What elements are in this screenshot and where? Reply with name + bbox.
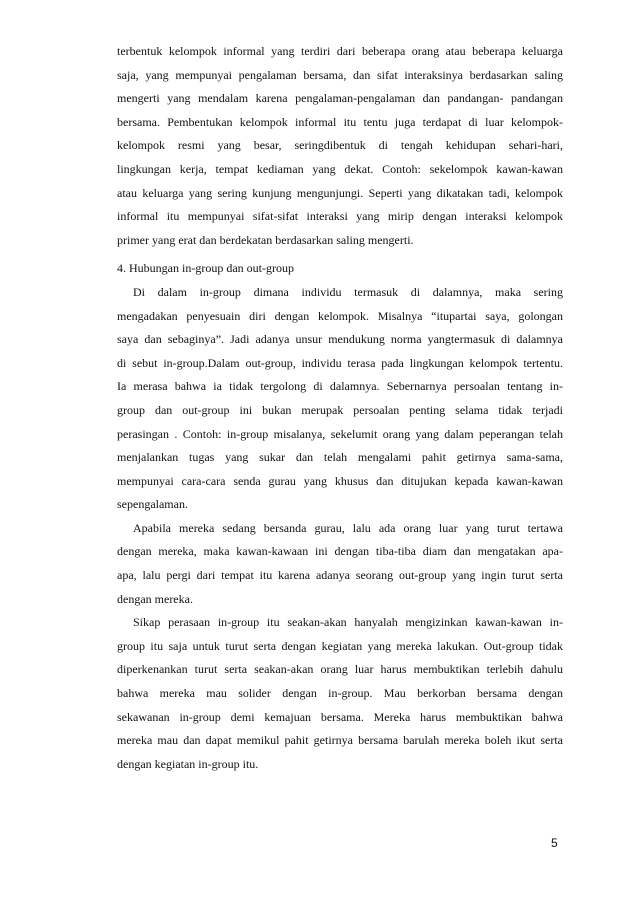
text-line: menjalankan tugas yang sukar dan telah mengalami pahit getirnya sama-sama,	[117, 450, 563, 465]
text-line: mempunyai cara-cara senda gurau yang khusus dan ditujukan kepada kawan-kawan	[117, 473, 563, 488]
text-line: primer yang erat dan berdekatan berdasarkan saling mengerti.	[117, 232, 414, 247]
text-line: mereka mau dan dapat memikul pahit getirnya bersama barulah mereka boleh ikut serta	[117, 733, 563, 748]
text-line: dengan kegiatan in-group itu.	[117, 756, 259, 771]
text-line: bersama. Pembentukan kelompok informal itu tentu juga terdapat di luar kelompok-	[117, 114, 563, 129]
text-line: terbentuk kelompok informal yang terdiri dari beberapa orang atau beberapa keluarga	[117, 44, 563, 58]
text-line: lingkungan kerja, tempat kediaman yang dekat. Contoh: sekelompok kawan-kawan	[117, 161, 563, 176]
text-line: group itu saja untuk turut serta dengan kegiatan yang mereka lakukan. Out-group tidak	[117, 638, 563, 653]
text-line: Di dalam in-group dimana individu termasuk di dalamnya, maka sering	[133, 284, 563, 299]
text-line: group dan out-group ini bukan merupak persoalan penting selama tidak terjadi	[117, 402, 563, 417]
text-line: saja, yang mempunyai pengalaman bersama, dan sifat interaksinya berdasarkan saling	[117, 67, 563, 82]
section-heading: 4. Hubungan in-group dan out-group	[117, 261, 294, 276]
text-line: di sebut in-group.Dalam out-group, individu terasa pada lingkungan kelompok tertentu.	[117, 355, 563, 370]
text-line: bahwa mereka mau solider dengan in-group. Mau berkorban bersama dengan	[117, 686, 563, 701]
text-line: apa, lalu pergi dari tempat itu karena adanya seorang out-group yang ingin turut serta	[117, 568, 563, 583]
text-line: dengan mereka.	[117, 591, 193, 606]
text-line: diperkenankan turut serta seakan-akan orang luar harus membuktikan terlebih dahulu	[117, 662, 563, 677]
text-line: sekawanan in-group demi kemajuan bersama. Mereka harus membuktikan bahwa	[117, 709, 563, 724]
text-line: informal itu mempunyai sifat-sifat interaksi yang mirip dengan interaksi kelompok	[117, 209, 563, 224]
text-line: mengadakan penyesuain diri dengan kelompok. Misalnya “itupartai saya, golongan	[117, 308, 563, 323]
text-line: Sikap perasaan in-group itu seakan-akan hanyalah mengizinkan kawan-kawan in-	[133, 615, 563, 630]
text-line: dengan mereka, maka kawan-kawaan ini dengan tiba-tiba diam dan mengatakan apa-	[117, 544, 563, 559]
text-line: mengerti yang mendalam karena pengalaman-pengalaman dan pandangan- pandangan	[117, 91, 563, 106]
text-line: sepengalaman.	[117, 497, 188, 512]
page-number: 5	[551, 836, 558, 850]
body-text	[117, 40, 563, 776]
text-line: atau keluarga yang sering kunjung mengunjungi. Seperti yang dikatakan tadi, kelompok	[117, 185, 563, 200]
text-line: perasingan . Contoh: in-group misalanya, sekelumit orang yang dalam peperangan telah	[117, 426, 563, 441]
text-line: kelompok resmi yang besar, seringdibentuk di tengah kehidupan sehari-hari,	[117, 138, 563, 153]
text-line: saya dan sebaginya”. Jadi adanya unsur mendukung norma yangtermasuk di dalamnya	[117, 332, 563, 347]
text-line: Apabila mereka sedang bersanda gurau, lalu ada orang luar yang turut tertawa	[133, 520, 563, 535]
text-line: Ia merasa bahwa ia tidak tergolong di dalamnya. Sebernarnya persoalan tentang in-	[117, 379, 563, 394]
